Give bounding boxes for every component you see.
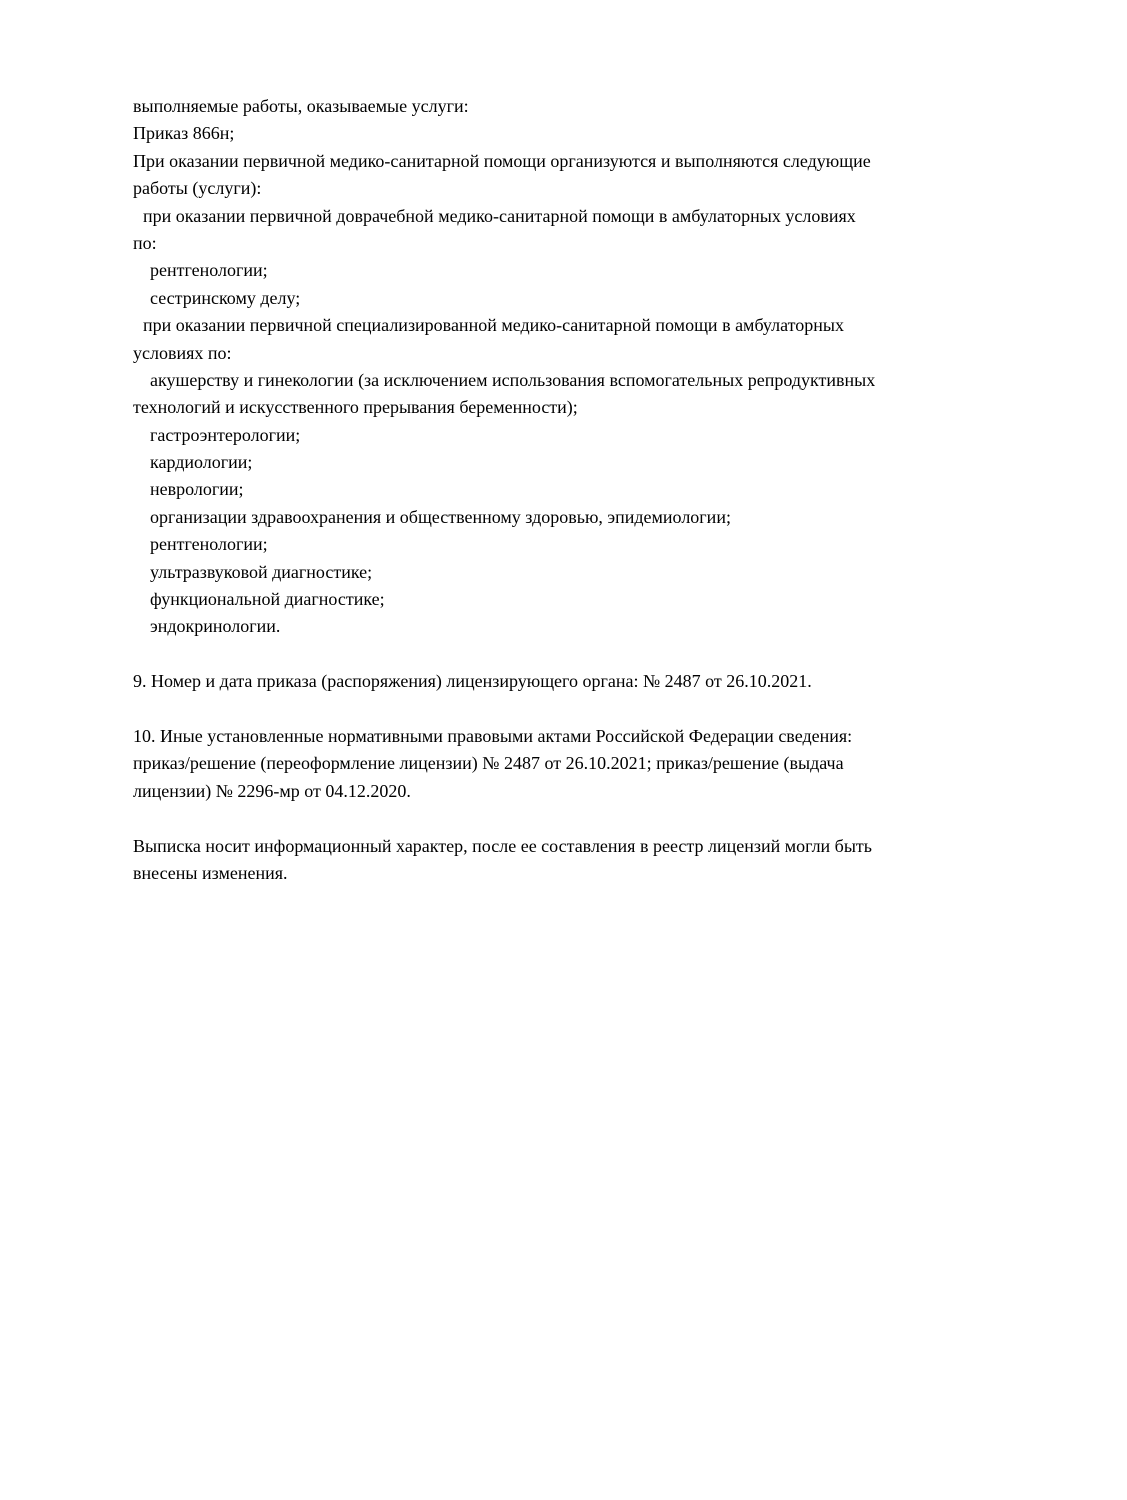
document-line: рентгенологии; <box>150 260 268 281</box>
document-line <box>133 805 1087 832</box>
document-line: рентгенологии; <box>150 534 268 555</box>
document-line: лицензии) № 2296-мр от 04.12.2020. <box>133 780 411 801</box>
document-line: 10. Иные установленные нормативными правовыми актами Российской Федерации сведения: <box>133 725 853 746</box>
document-line: акушерству и гинекологии (за исключением использования вспомогательных репродуктивных <box>150 369 876 390</box>
document-line: внесены изменения. <box>133 862 288 883</box>
document-line: Выписка носит информационный характер, после ее составления в реестр лицензий могли быть <box>133 835 873 856</box>
document-line: работы (услуги): <box>133 178 262 199</box>
document-line: при оказании первичной доврачебной медико-санитарной помощи в амбулаторных условиях <box>143 205 856 226</box>
document-line: функциональной диагностике; <box>150 589 385 610</box>
document-line <box>133 696 1087 723</box>
document-line: по: <box>133 232 157 253</box>
document-line: технологий и искусственного прерывания беременности); <box>133 397 578 418</box>
document-line: кардиологии; <box>150 452 253 473</box>
document-line: При оказании первичной медико-санитарной помощи организуются и выполняются следующие <box>133 150 871 171</box>
document-line: выполняемые работы, оказываемые услуги: <box>133 96 469 116</box>
document-line: Приказ 866н; <box>133 123 235 144</box>
document-line: условиях по: <box>133 342 232 363</box>
document-line: гастроэнтерологии; <box>150 424 301 445</box>
document-line: сестринскому делу; <box>150 287 301 308</box>
document-line: приказ/решение (переоформление лицензии) № 2487 от 26.10.2021; приказ/решение (выдача <box>133 753 844 774</box>
document-text <box>133 93 1087 887</box>
document-line: 9. Номер и дата приказа (распоряжения) лицензирующего органа: № 2487 от 26.10.2021. <box>133 671 812 692</box>
document-line: эндокринологии. <box>150 616 281 637</box>
document-line <box>133 641 1087 668</box>
document-line: организации здравоохранения и общественному здоровью, эпидемиологии; <box>150 506 731 527</box>
document-line: ультразвуковой диагностике; <box>150 561 373 582</box>
document-line: неврологии; <box>150 479 244 500</box>
document-line: при оказании первичной специализированной медико-санитарной помощи в амбулаторных <box>143 315 844 336</box>
